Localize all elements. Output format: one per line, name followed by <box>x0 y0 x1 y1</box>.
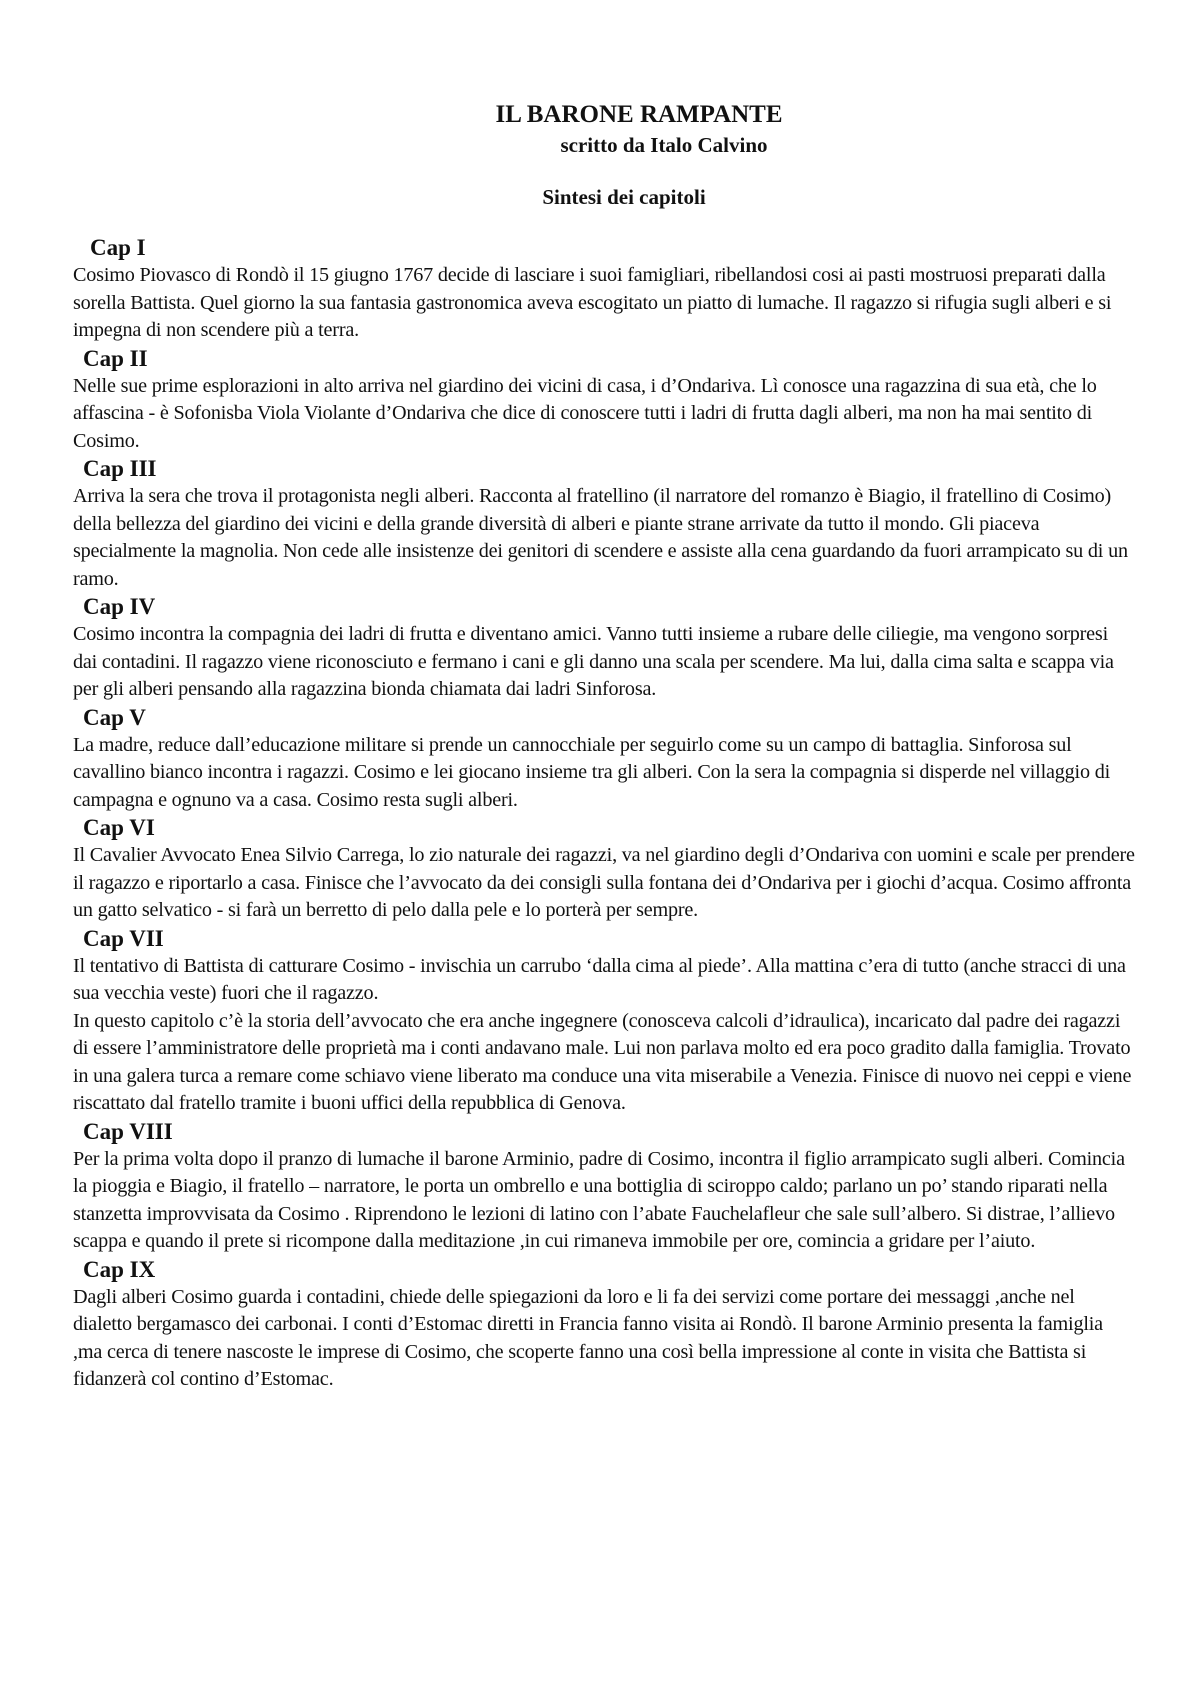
chapter-3 <box>73 455 1135 593</box>
chapter-heading: Cap III <box>83 456 157 481</box>
chapter-paragraph: Cosimo incontra la compagnia dei ladri di frutta e diventano amici. Vanno tutti insieme a rubare delle ciliegie, ma vengono sorpresi dai contadini. Il ragazzo viene riconosciuto e fermano i cani e gli danno una scala per scendere. Ma lui, dalla cima salta e scappa via per gli alberi pensando alla ragazzina bionda chiamata dai ladri Sinforosa. <box>73 623 1114 700</box>
chapter-paragraph: Cosimo Piovasco di Rondò il 15 giugno 1767 decide di lasciare i suoi famigliari, ribellandosi cosi ai pasti mostruosi preparati dalla sorella Battista. Quel giorno la sua fantasia gastronomica aveva escogitato un piatto di lumache. Il ragazzo si rifugia sugli alberi e si impegna di non scendere più a terra. <box>73 264 1112 341</box>
chapter-4 <box>73 593 1135 704</box>
chapter-paragraph: Il tentativo di Battista di catturare Cosimo - invischia un carrubo ‘dalla cima al piede’. Alla mattina c’era di tutto (anche stracci di una sua vecchia veste) fuori che il ragazzo. <box>73 954 1126 1004</box>
chapter-1 <box>73 234 1135 345</box>
chapter-paragraph: Il Cavalier Avvocato Enea Silvio Carrega, lo zio naturale dei ragazzi, va nel giardino degli d’Ondariva con uomini e scale per prendere il ragazzo e riportarlo a casa. Finisce che l’avvocato da dei consigli sulla fontana dei d’Ondariva per i giochi d’acqua. Cosimo affronta un gatto selvatico - si farà un berretto di pelo dalla pele e lo porterà per sempre. <box>73 844 1135 921</box>
chapter-8 <box>73 1118 1135 1256</box>
chapter-heading: Cap VII <box>83 925 164 951</box>
chapter-heading: Cap VI <box>83 815 155 840</box>
chapter-heading: Cap IV <box>83 594 156 619</box>
document-title: IL BARONE RAMPANTE <box>495 101 783 128</box>
chapter-5 <box>73 704 1135 815</box>
chapter-2 <box>73 345 1135 456</box>
chapter-paragraph: Nelle sue prime esplorazioni in alto arriva nel giardino dei vicini di casa, i d’Ondariva. Lì conosce una ragazzina di sua età, che lo affascina - è Sofonisba Viola Violante d’Ondariva che dice di conoscere tutti i ladri di frutta dagli alberi, ma non ha mai sentito di Cosimo. <box>73 374 1097 452</box>
chapter-paragraph: Arriva la sera che trova il protagonista negli alberi. Racconta al fratellino (il narratore del romanzo è Biagio, il fratellino di Cosimo) della bellezza del giardino dei vicini e della grande diversità di alberi e piante strane arrivate da tutto il mondo. Gli piaceva specialmente la magnolia. Non cede alle insistenze dei genitori di scendere e assiste alla cena guardando da fuori arrampicato su di un ramo. <box>73 485 1128 590</box>
chapter-paragraph: La madre, reduce dall’educazione militare si prende un cannocchiale per seguirlo come su un campo di battaglia. Sinforosa sul cavallino bianco incontra i ragazzi. Cosimo e lei giocano insieme tra gli alberi. Con la sera la compagnia si disperde nel villaggio di campagna e ognuno va a casa. Cosimo resta sugli alberi. <box>73 733 1110 811</box>
chapter-paragraph: In questo capitolo c’è la storia dell’avvocato che era anche ingegnere (conosceva calcoli d’idraulica), incaricato dal padre dei ragazzi di essere l’amministratore delle proprietà ma i conti andavano male. Lui non parlava molto ed era poco gradito dalla famiglia. Trovato in una galera turca a remare come schiavo viene liberato ma conduce una vita miserabile a Venezia. Finisce di nuovo nei ceppi e viene riscattato dal fratello tramite i buoni uffici della repubblica di Genova. <box>73 1009 1132 1114</box>
document-page <box>73 100 1135 1394</box>
chapter-heading: Cap IX <box>83 1256 156 1282</box>
chapter-heading: Cap II <box>83 345 148 371</box>
chapter-heading: Cap I <box>90 235 146 260</box>
chapter-6 <box>73 814 1135 925</box>
chapter-paragraph: Per la prima volta dopo il pranzo di lumache il barone Arminio, padre di Cosimo, incontra il figlio arrampicato sugli alberi. Comincia la pioggia e Biagio, il fratello – narratore, le porta un ombrello e una bottiglia di sciroppo caldo; parlano un po’ stando riparati nella stanzetta improvvisata da Cosimo . Riprendono le lezioni di latino con l’abate Fauchelafleur che sale sull’albero. Si distrae, l’allievo scappa e quando il prete si ricompone dalla meditazione ,in cui rimaneva immobile per ore, comincia a gridare per l’aiuto. <box>73 1147 1125 1252</box>
chapter-7 <box>73 925 1135 1118</box>
chapter-paragraph: Dagli alberi Cosimo guarda i contadini, chiede delle spiegazioni da loro e li fa dei servizi come portare dei messaggi ,anche nel dialetto bergamasco dei carbonai. I conti d’Estomac diretti in Francia fanno visita ai Rondò. Il barone Arminio presenta la famiglia ,ma cerca di tenere nascoste le imprese di Cosimo, che scoperte fanno una così bella impressione al conte in visita che Battista si fidanzerà col contino d’Estomac. <box>73 1285 1103 1390</box>
document-author: scritto da Italo Calvino <box>560 133 768 157</box>
chapter-9 <box>73 1256 1135 1394</box>
chapter-heading: Cap VIII <box>83 1118 173 1144</box>
chapter-heading: Cap V <box>83 704 146 730</box>
document-subtitle: Sintesi dei capitoli <box>542 185 706 209</box>
